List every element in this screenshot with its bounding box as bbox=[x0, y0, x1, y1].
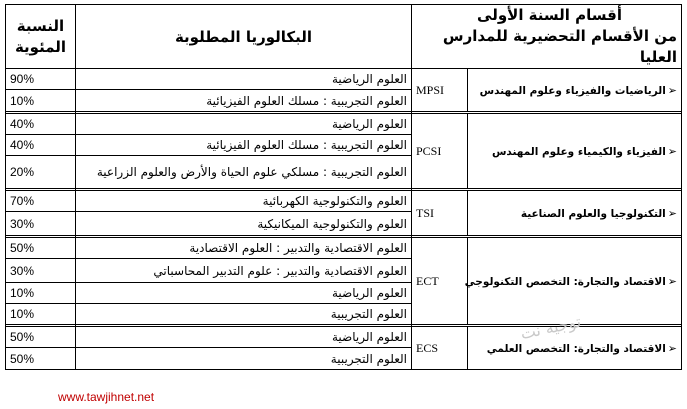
baccalaureate-cell: العلوم الرياضية bbox=[76, 69, 412, 90]
percent-column-header bbox=[6, 5, 76, 69]
baccalaureate-cell: العلوم الرياضية bbox=[76, 283, 412, 304]
section-code: TSI bbox=[412, 191, 468, 236]
section-name bbox=[468, 327, 682, 370]
baccalaureate-column-header: البكالوريا المطلوبة bbox=[76, 5, 412, 69]
table-row bbox=[6, 114, 682, 135]
section-name bbox=[468, 191, 682, 236]
baccalaureate-cell: العلوم الاقتصادية والتدبير : العلوم الاقتصادية bbox=[76, 238, 412, 259]
section-name bbox=[464, 238, 682, 325]
watermark: توجيه نت bbox=[518, 311, 583, 344]
arrow-icon: ➢ bbox=[667, 274, 678, 288]
percent-cell: 90% bbox=[6, 69, 76, 90]
section-name-text: الرياضيات والفيزياء وعلوم المهندس bbox=[479, 84, 666, 97]
percent-cell: 20% bbox=[6, 156, 76, 189]
sections-header-line2: من الأقسام التحضيرية للمدارس العليا bbox=[442, 27, 678, 66]
section-name bbox=[468, 114, 682, 189]
percent-cell: 40% bbox=[6, 114, 76, 135]
percent-header-line1: النسبة bbox=[16, 16, 65, 35]
section-name-text: التكنولوجيا والعلوم الصناعية bbox=[520, 207, 666, 220]
website-link[interactable]: www.tawjihnet.net bbox=[58, 390, 155, 404]
baccalaureate-cell: العلوم التجريبية : مسلكي علوم الحياة والأرض والعلوم الزراعية bbox=[76, 156, 412, 189]
percent-cell: 30% bbox=[6, 259, 76, 283]
section-code: ECS bbox=[412, 327, 468, 370]
arrow-icon: ➢ bbox=[667, 83, 678, 97]
header-row bbox=[6, 5, 682, 69]
baccalaureate-cell: العلوم الرياضية bbox=[76, 114, 412, 135]
baccalaureate-cell: العلوم والتكنولوجية الكهربائية bbox=[76, 191, 412, 212]
baccalaureate-cell: العلوم والتكنولوجية الميكانيكية bbox=[76, 212, 412, 236]
arrow-icon: ➢ bbox=[667, 206, 678, 220]
baccalaureate-cell: العلوم التجريبية bbox=[76, 348, 412, 370]
percent-cell: 10% bbox=[6, 90, 76, 112]
baccalaureate-cell: العلوم التجريبية : مسلك العلوم الفيزيائية bbox=[76, 90, 412, 112]
percent-cell: 70% bbox=[6, 191, 76, 212]
percent-cell: 40% bbox=[6, 135, 76, 156]
arrow-icon: ➢ bbox=[667, 144, 678, 158]
section-name-text: الفيزياء والكيمياء وعلوم المهندس bbox=[491, 145, 666, 158]
percent-cell: 10% bbox=[6, 283, 76, 304]
arrow-icon: ➢ bbox=[667, 341, 678, 355]
sections-column-header bbox=[412, 5, 682, 69]
cpge-admission-table bbox=[5, 4, 682, 370]
percent-cell: 50% bbox=[6, 348, 76, 370]
sections-header-line1: أقسام السنة الأولى bbox=[477, 6, 623, 24]
section-code: MPSI bbox=[412, 69, 468, 112]
percent-header-line2: المئوية bbox=[14, 37, 67, 56]
baccalaureate-cell: العلوم التجريبية : مسلك العلوم الفيزيائية bbox=[76, 135, 412, 156]
baccalaureate-cell: العلوم الرياضية bbox=[76, 327, 412, 348]
section-code: ECT bbox=[412, 238, 468, 325]
table-row bbox=[6, 69, 682, 90]
percent-cell: 50% bbox=[6, 327, 76, 348]
baccalaureate-cell: العلوم الاقتصادية والتدبير : علوم التدبير المحاسباتي bbox=[76, 259, 412, 283]
percent-cell: 30% bbox=[6, 212, 76, 236]
section-name bbox=[468, 69, 682, 112]
baccalaureate-cell: العلوم التجريبية bbox=[76, 304, 412, 325]
percent-cell: 10% bbox=[6, 304, 76, 325]
table-row bbox=[6, 238, 682, 259]
percent-cell: 50% bbox=[6, 238, 76, 259]
section-name-text: الاقتصاد والتجارة: التخصص العلمي bbox=[486, 342, 666, 355]
section-name-text: الاقتصاد والتجارة: التخصص التكنولوجي bbox=[464, 275, 666, 288]
table-row bbox=[6, 191, 682, 212]
section-code: PCSI bbox=[412, 114, 468, 189]
